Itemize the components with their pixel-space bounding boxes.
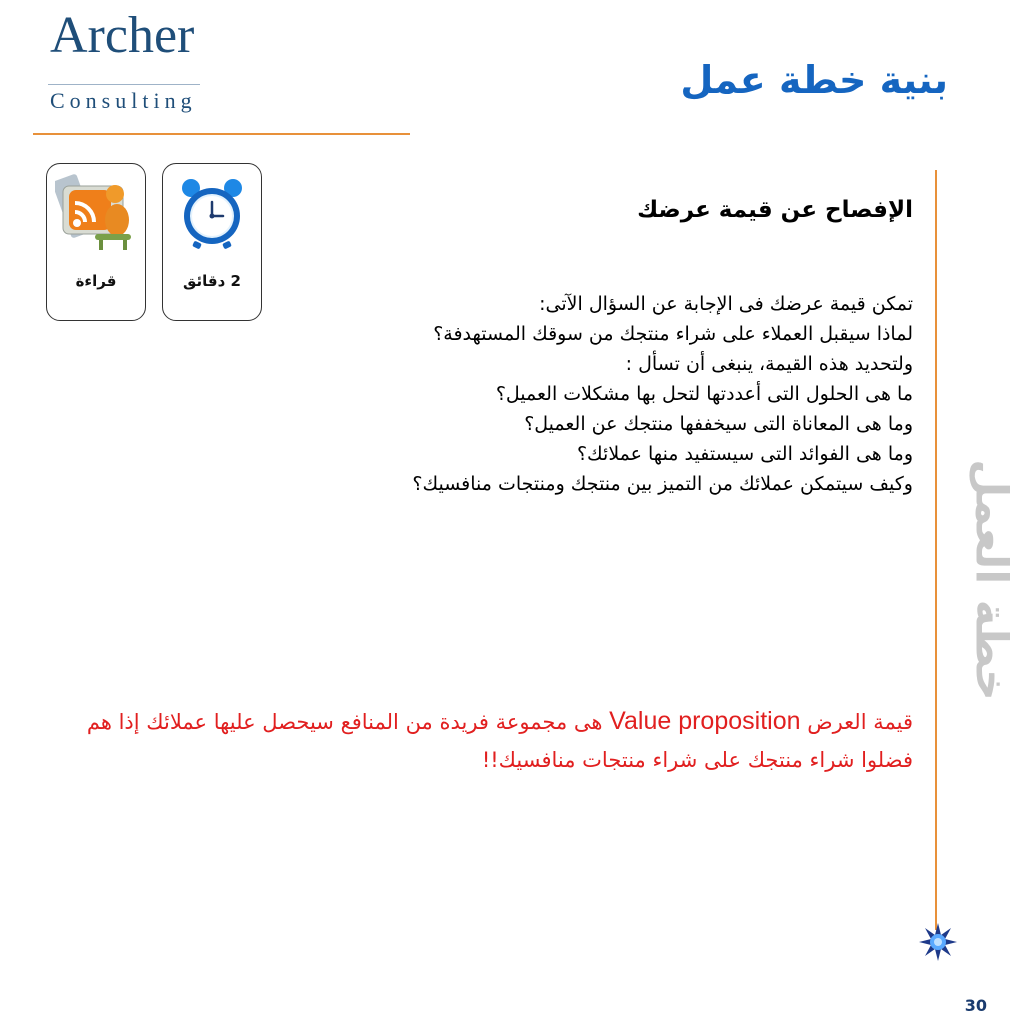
body-line: تمكن قيمة عرضك فى الإجابة عن السؤال الآتى:	[539, 293, 913, 315]
body-line: وما هى المعاناة التى سيخففها منتجك عن العميل؟	[524, 413, 913, 435]
logo-divider	[48, 84, 200, 85]
header-rule	[33, 133, 410, 135]
body-line: وكيف سيتمكن عملائك من التميز بين منتجك ومنتجات منافسيك؟	[412, 473, 913, 495]
note-part-1: قيمة العرض	[807, 710, 913, 734]
note-part-2: هى مجموعة فريدة من المنافع سيحصل عليها عملائك إذا هم فضلوا شراء منتجك على شراء منتجات منافسيك!!	[86, 710, 913, 772]
body-line: ولتحديد هذه القيمة، ينبغى أن تسأل :	[625, 353, 913, 375]
sun-star-icon	[918, 922, 958, 962]
reading-card	[46, 163, 146, 321]
value-proposition-note	[33, 702, 913, 779]
logo-sub-text: Consulting	[50, 88, 197, 113]
reading-person-icon	[55, 172, 137, 254]
side-label	[946, 459, 1023, 701]
side-label-text: خطة العمل	[965, 459, 1017, 701]
alarm-clock-icon	[171, 172, 253, 254]
page-number: 30	[964, 996, 987, 1015]
body-line: ما هى الحلول التى أعددتها لتحل بها مشكلات العميل؟	[495, 383, 913, 405]
reading-caption: قراءة	[75, 272, 117, 290]
page-title: بنية خطة عمل	[680, 58, 948, 102]
note-english-term: Value proposition	[609, 707, 801, 735]
section-heading: الإفصاح عن قيمة عرضك	[637, 197, 913, 223]
body-line: لماذا سيقبل العملاء على شراء منتجك من سوقك المستهدفة؟	[433, 323, 913, 345]
logo-main-text: Archer	[50, 7, 195, 64]
body-line: وما هى الفوائد التى سيستفيد منها عملائك؟	[576, 443, 913, 465]
time-caption: 2 دقائق	[183, 272, 241, 290]
side-rule	[935, 170, 937, 930]
archer-consulting-logo	[38, 6, 213, 118]
body-text	[213, 289, 913, 499]
